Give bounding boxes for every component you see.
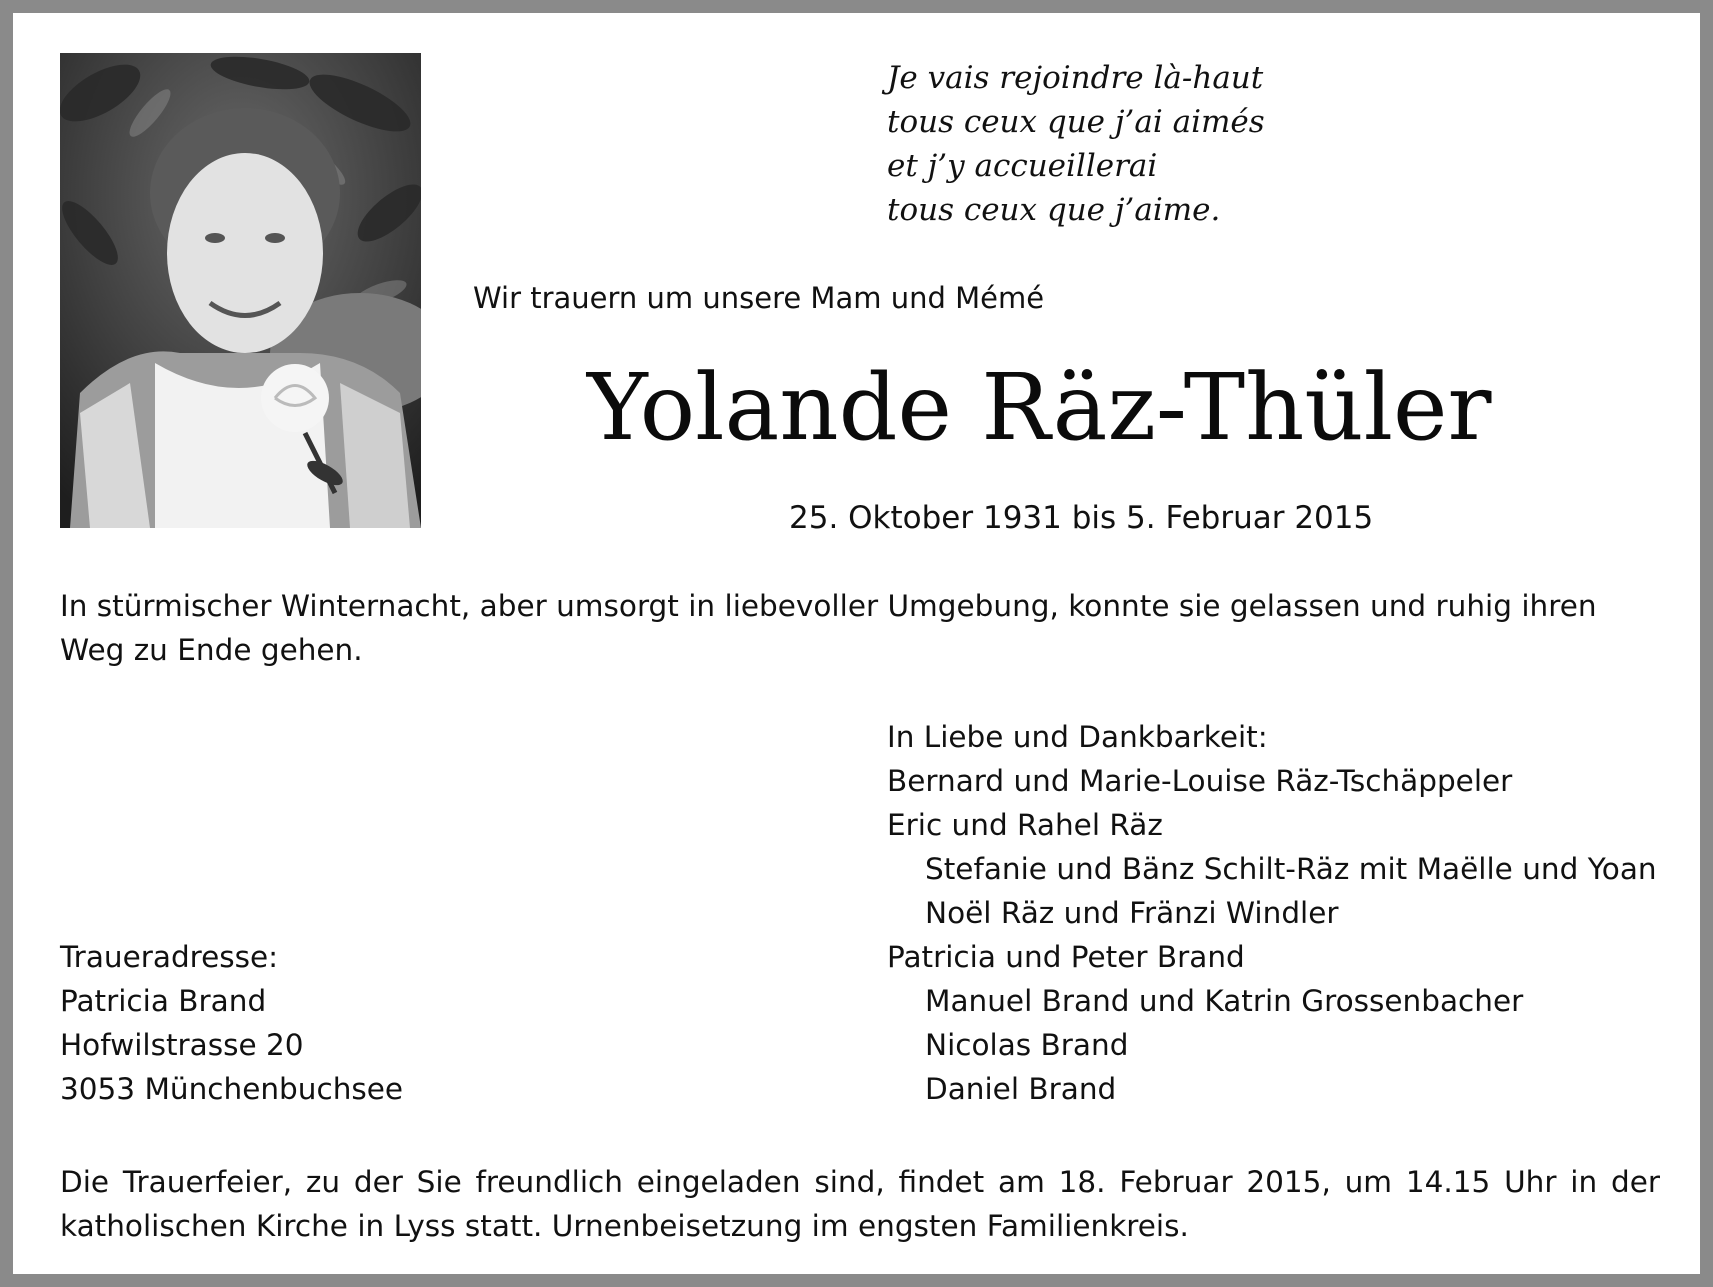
address-street: Hofwilstrasse 20: [60, 1028, 304, 1062]
mourner-entry: Stefanie und Bänz Schilt-Räz mit Maëlle und Yoan: [925, 852, 1657, 886]
obituary-card: [13, 13, 1700, 1274]
mourners-list: [887, 715, 1657, 1111]
poem-line: et j’y accueillerai: [887, 148, 1158, 184]
address-name: Patricia Brand: [60, 984, 267, 1018]
poem-line: Je vais rejoindre là-haut: [887, 60, 1264, 96]
portrait-photo: [60, 53, 421, 528]
mourner-entry: Eric und Rahel Räz: [887, 808, 1163, 842]
deceased-name: Yolande Räz-Thüler: [587, 354, 1492, 461]
ceremony-text: Die Trauerfeier, zu der Sie freundlich eingeladen sind, findet am 18. Februar 2015, um 14.15 Uhr in der katholischen Kirche in Lyss statt. Urnenbeisetzung im engsten Familienkreis.: [60, 1165, 1660, 1243]
mourner-entry: Patricia und Peter Brand: [887, 940, 1245, 974]
life-dates: 25. Oktober 1931 bis 5. Februar 2015: [789, 500, 1374, 536]
address-city: 3053 Münchenbuchsee: [60, 1072, 404, 1106]
poem-line: tous ceux que j’ai aimés: [887, 104, 1265, 140]
mourning-address: [60, 935, 403, 1111]
intro-line: Wir trauern um unsere Mam und Mémé: [473, 281, 1045, 315]
poem: [887, 56, 1265, 232]
mourner-entry: Manuel Brand und Katrin Grossenbacher: [925, 984, 1524, 1018]
mourner-entry: Bernard und Marie-Louise Räz-Tschäppeler: [887, 764, 1513, 798]
passing-text: In stürmischer Winternacht, aber umsorgt in liebevoller Umgebung, konnte sie gelassen und ruhig ihren Weg zu Ende gehen.: [60, 589, 1597, 667]
poem-line: tous ceux que j’aime.: [887, 192, 1221, 228]
mourners-heading: In Liebe und Dankbarkeit:: [887, 720, 1268, 754]
mourner-entry: Daniel Brand: [925, 1072, 1117, 1106]
address-heading: Traueradresse:: [60, 940, 279, 974]
portrait-image: [60, 53, 421, 528]
mourner-entry: Noël Räz und Fränzi Windler: [925, 896, 1339, 930]
mourner-entry: Nicolas Brand: [925, 1028, 1129, 1062]
